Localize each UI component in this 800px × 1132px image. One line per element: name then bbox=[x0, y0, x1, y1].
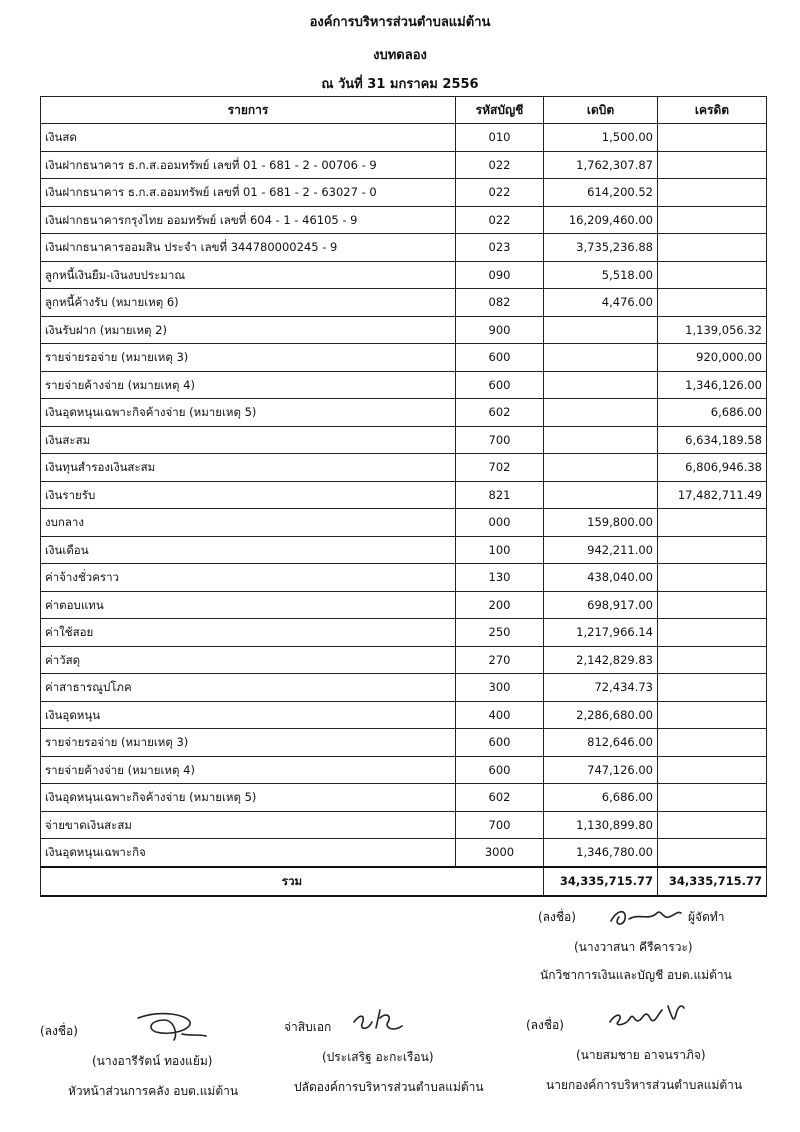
row-account-code: 090 bbox=[456, 261, 544, 289]
row-credit: 1,139,056.32 bbox=[658, 316, 767, 344]
row-item: รายจ่ายค้างจ่าย (หมายเหตุ 4) bbox=[41, 756, 456, 784]
row-account-code: 700 bbox=[456, 811, 544, 839]
row-debit: 1,217,966.14 bbox=[544, 619, 658, 647]
row-account-code: 100 bbox=[456, 536, 544, 564]
row-item: ค่าจ้างชั่วคราว bbox=[41, 564, 456, 592]
table-row bbox=[41, 811, 767, 839]
row-item: ค่าสาธารณูปโภค bbox=[41, 674, 456, 702]
row-item: เงินอุดหนุนเฉพาะกิจค้างจ่าย (หมายเหตุ 5) bbox=[41, 784, 456, 812]
row-account-code: 082 bbox=[456, 289, 544, 317]
row-credit bbox=[658, 179, 767, 207]
row-account-code: 700 bbox=[456, 426, 544, 454]
row-debit: 2,142,829.83 bbox=[544, 646, 658, 674]
row-item: เงินรับฝาก (หมายเหตุ 2) bbox=[41, 316, 456, 344]
row-item: เงินอุดหนุนเฉพาะกิจค้างจ่าย (หมายเหตุ 5) bbox=[41, 399, 456, 427]
row-debit: 1,762,307.87 bbox=[544, 151, 658, 179]
row-credit bbox=[658, 206, 767, 234]
row-credit bbox=[658, 124, 767, 152]
row-debit: 2,286,680.00 bbox=[544, 701, 658, 729]
table-row bbox=[41, 674, 767, 702]
row-account-code: 022 bbox=[456, 206, 544, 234]
row-debit: 72,434.73 bbox=[544, 674, 658, 702]
row-credit: 6,634,189.58 bbox=[658, 426, 767, 454]
row-credit bbox=[658, 261, 767, 289]
row-item: เงินสด bbox=[41, 124, 456, 152]
row-credit: 6,806,946.38 bbox=[658, 454, 767, 482]
row-credit bbox=[658, 234, 767, 262]
table-row bbox=[41, 564, 767, 592]
row-credit bbox=[658, 674, 767, 702]
chief-position: นายกองค์การบริหารส่วนตำบลแม่ต้าน bbox=[546, 1078, 743, 1092]
row-debit bbox=[544, 454, 658, 482]
total-credit: 34,335,715.77 bbox=[658, 867, 767, 896]
row-item: ลูกหนี้ค้างรับ (หมายเหตุ 6) bbox=[41, 289, 456, 317]
table-row bbox=[41, 426, 767, 454]
table-row bbox=[41, 206, 767, 234]
finance-head-signature-image bbox=[130, 1008, 210, 1042]
organization-name: องค์การบริหารส่วนตำบลแม่ต้าน bbox=[309, 15, 491, 30]
row-item: เงินสะสม bbox=[41, 426, 456, 454]
row-credit bbox=[658, 151, 767, 179]
row-account-code: 600 bbox=[456, 729, 544, 757]
preparer-sign-label: (ลงชื่อ) bbox=[538, 910, 576, 924]
row-debit: 3,735,236.88 bbox=[544, 234, 658, 262]
row-account-code: 400 bbox=[456, 701, 544, 729]
row-credit: 920,000.00 bbox=[658, 344, 767, 372]
finance-head-position: หัวหน้าส่วนการคลัง อบต.แม่ต้าน bbox=[68, 1084, 239, 1098]
row-item: รายจ่ายรอจ่าย (หมายเหตุ 3) bbox=[41, 729, 456, 757]
table-row bbox=[41, 344, 767, 372]
row-credit: 6,686.00 bbox=[658, 399, 767, 427]
row-account-code: 900 bbox=[456, 316, 544, 344]
trial-balance-table bbox=[40, 96, 767, 897]
row-account-code: 200 bbox=[456, 591, 544, 619]
row-credit bbox=[658, 839, 767, 867]
table-row bbox=[41, 536, 767, 564]
row-credit bbox=[658, 289, 767, 317]
total-debit: 34,335,715.77 bbox=[544, 867, 658, 896]
row-item: งบกลาง bbox=[41, 509, 456, 537]
chief-sign-label: (ลงชื่อ) bbox=[526, 1018, 564, 1032]
row-item: เงินรายรับ bbox=[41, 481, 456, 509]
row-account-code: 702 bbox=[456, 454, 544, 482]
row-account-code: 600 bbox=[456, 756, 544, 784]
preparer-name: (นางวาสนา คีรีคารวะ) bbox=[574, 940, 693, 954]
row-debit: 1,500.00 bbox=[544, 124, 658, 152]
row-item: ลูกหนี้เงินยืม-เงินงบประมาณ bbox=[41, 261, 456, 289]
table-row bbox=[41, 509, 767, 537]
column-header-item: รายการ bbox=[41, 97, 456, 124]
row-debit: 1,130,899.80 bbox=[544, 811, 658, 839]
row-credit bbox=[658, 509, 767, 537]
row-item: เงินฝากธนาคาร ธ.ก.ส.ออมทรัพย์ เลขที่ 01 - 681 - 2 - 00706 - 9 bbox=[41, 151, 456, 179]
row-account-code: 130 bbox=[456, 564, 544, 592]
finance-head-name: (นางอารีรัตน์ ทองแย้ม) bbox=[92, 1054, 213, 1068]
table-row bbox=[41, 261, 767, 289]
row-account-code: 600 bbox=[456, 371, 544, 399]
preparer-signature-image bbox=[605, 903, 685, 929]
row-debit bbox=[544, 371, 658, 399]
row-item: จ่ายขาดเงินสะสม bbox=[41, 811, 456, 839]
row-item: รายจ่ายค้างจ่าย (หมายเหตุ 4) bbox=[41, 371, 456, 399]
table-row bbox=[41, 124, 767, 152]
row-credit: 1,346,126.00 bbox=[658, 371, 767, 399]
row-debit: 6,686.00 bbox=[544, 784, 658, 812]
column-header-debit: เดบิต bbox=[544, 97, 658, 124]
row-item: เงินเดือน bbox=[41, 536, 456, 564]
row-debit: 1,346,780.00 bbox=[544, 839, 658, 867]
column-header-credit: เครดิต bbox=[658, 97, 767, 124]
row-item: เงินทุนสำรองเงินสะสม bbox=[41, 454, 456, 482]
table-row bbox=[41, 481, 767, 509]
preparer-position: นักวิชาการเงินและบัญชี อบต.แม่ต้าน bbox=[540, 968, 732, 982]
row-debit: 747,126.00 bbox=[544, 756, 658, 784]
table-row bbox=[41, 784, 767, 812]
row-account-code: 602 bbox=[456, 784, 544, 812]
row-item: เงินฝากธนาคาร ธ.ก.ส.ออมทรัพย์ เลขที่ 01 - 681 - 2 - 63027 - 0 bbox=[41, 179, 456, 207]
table-row bbox=[41, 839, 767, 867]
deputy-position: ปลัดองค์การบริหารส่วนตำบลแม่ต้าน bbox=[294, 1080, 484, 1094]
table-row bbox=[41, 316, 767, 344]
table-row bbox=[41, 646, 767, 674]
row-item: ค่าวัสดุ bbox=[41, 646, 456, 674]
row-item: เงินฝากธนาคารออมสิน ประจำ เลขที่ 344780000245 - 9 bbox=[41, 234, 456, 262]
row-debit: 812,646.00 bbox=[544, 729, 658, 757]
total-row bbox=[41, 867, 767, 896]
table-header-row bbox=[41, 97, 767, 124]
table-row bbox=[41, 151, 767, 179]
row-debit bbox=[544, 481, 658, 509]
table-row bbox=[41, 454, 767, 482]
deputy-name: (ประเสริฐ อะกะเรือน) bbox=[322, 1050, 434, 1064]
row-account-code: 023 bbox=[456, 234, 544, 262]
finance-head-sign-label: (ลงชื่อ) bbox=[40, 1024, 78, 1038]
row-account-code: 3000 bbox=[456, 839, 544, 867]
row-debit: 16,209,460.00 bbox=[544, 206, 658, 234]
deputy-sign-label: จ่าสิบเอก bbox=[284, 1020, 332, 1034]
table-row bbox=[41, 289, 767, 317]
deputy-signature-image bbox=[350, 1004, 410, 1038]
row-account-code: 010 bbox=[456, 124, 544, 152]
document-date: ณ วันที่ 31 มกราคม 2556 bbox=[321, 77, 479, 92]
row-account-code: 000 bbox=[456, 509, 544, 537]
row-account-code: 300 bbox=[456, 674, 544, 702]
row-credit bbox=[658, 729, 767, 757]
row-account-code: 270 bbox=[456, 646, 544, 674]
preparer-role: ผู้จัดทำ bbox=[688, 910, 725, 924]
row-debit: 614,200.52 bbox=[544, 179, 658, 207]
row-account-code: 022 bbox=[456, 151, 544, 179]
row-debit: 698,917.00 bbox=[544, 591, 658, 619]
row-account-code: 600 bbox=[456, 344, 544, 372]
table-row bbox=[41, 371, 767, 399]
row-credit bbox=[658, 646, 767, 674]
row-debit: 438,040.00 bbox=[544, 564, 658, 592]
row-credit bbox=[658, 701, 767, 729]
table-body bbox=[41, 124, 767, 867]
row-item: ค่าตอบแทน bbox=[41, 591, 456, 619]
table-row bbox=[41, 619, 767, 647]
column-header-account-code: รหัสบัญชี bbox=[456, 97, 544, 124]
chief-signature-image bbox=[604, 998, 686, 1032]
row-credit bbox=[658, 564, 767, 592]
row-item: รายจ่ายรอจ่าย (หมายเหตุ 3) bbox=[41, 344, 456, 372]
row-credit bbox=[658, 591, 767, 619]
row-account-code: 821 bbox=[456, 481, 544, 509]
row-account-code: 250 bbox=[456, 619, 544, 647]
row-debit: 5,518.00 bbox=[544, 261, 658, 289]
document-title: งบทดลอง bbox=[373, 48, 427, 63]
total-label: รวม bbox=[41, 867, 544, 896]
row-item: ค่าใช้สอย bbox=[41, 619, 456, 647]
table-row bbox=[41, 234, 767, 262]
table-row bbox=[41, 756, 767, 784]
row-debit bbox=[544, 399, 658, 427]
row-credit bbox=[658, 784, 767, 812]
row-credit bbox=[658, 619, 767, 647]
row-account-code: 022 bbox=[456, 179, 544, 207]
row-account-code: 602 bbox=[456, 399, 544, 427]
row-credit: 17,482,711.49 bbox=[658, 481, 767, 509]
row-debit bbox=[544, 426, 658, 454]
row-item: เงินอุดหนุนเฉพาะกิจ bbox=[41, 839, 456, 867]
row-item: เงินฝากธนาคารกรุงไทย ออมทรัพย์ เลขที่ 604 - 1 - 46105 - 9 bbox=[41, 206, 456, 234]
row-debit: 159,800.00 bbox=[544, 509, 658, 537]
chief-name: (นายสมชาย อาจนราภิจ) bbox=[576, 1048, 706, 1062]
table-row bbox=[41, 179, 767, 207]
table-row bbox=[41, 399, 767, 427]
row-debit bbox=[544, 344, 658, 372]
table-row bbox=[41, 591, 767, 619]
row-debit bbox=[544, 316, 658, 344]
row-debit: 4,476.00 bbox=[544, 289, 658, 317]
row-item: เงินอุดหนุน bbox=[41, 701, 456, 729]
row-debit: 942,211.00 bbox=[544, 536, 658, 564]
row-credit bbox=[658, 811, 767, 839]
row-credit bbox=[658, 756, 767, 784]
table-row bbox=[41, 729, 767, 757]
table-row bbox=[41, 701, 767, 729]
row-credit bbox=[658, 536, 767, 564]
